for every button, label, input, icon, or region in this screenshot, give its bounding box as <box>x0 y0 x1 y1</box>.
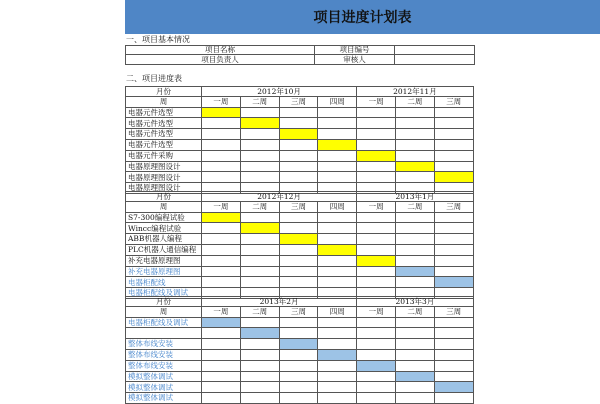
grid-cell <box>396 277 435 288</box>
grid-cell <box>396 256 435 267</box>
grid-cell <box>357 223 396 234</box>
grid-cell <box>202 172 241 183</box>
grid-cell <box>435 361 474 372</box>
grid-cell <box>202 151 241 162</box>
grid-cell <box>280 108 319 119</box>
schedule-bar <box>280 129 319 140</box>
grid-cell <box>357 350 396 361</box>
grid-cell <box>318 129 357 140</box>
task-name: Wincc编程试验 <box>125 223 202 234</box>
task-name: PLC机器人通信编程 <box>125 245 202 256</box>
week-label: 周 <box>125 307 202 318</box>
grid-cell <box>280 382 319 393</box>
week-header: 三周 <box>435 97 474 108</box>
reviewer-label: 审核人 <box>315 55 395 65</box>
grid-cell <box>318 372 357 383</box>
grid-cell <box>435 350 474 361</box>
week-header: 二周 <box>396 307 435 318</box>
week-header: 二周 <box>241 307 280 318</box>
grid-cell <box>396 339 435 350</box>
grid-cell <box>280 277 319 288</box>
grid-cell <box>318 318 357 329</box>
schedule-bar <box>318 245 357 256</box>
month-label: 月份 <box>125 191 202 202</box>
grid-cell <box>435 140 474 151</box>
grid-cell <box>396 140 435 151</box>
grid-cell <box>280 245 319 256</box>
grid-cell <box>396 108 435 119</box>
week-header: 三周 <box>435 202 474 213</box>
grid-cell <box>396 151 435 162</box>
grid-cell <box>357 267 396 278</box>
grid-cell <box>318 172 357 183</box>
grid-cell <box>435 328 474 339</box>
grid-cell <box>396 382 435 393</box>
grid-cell <box>357 162 396 173</box>
grid-cell <box>357 382 396 393</box>
grid-cell <box>357 234 396 245</box>
grid-cell <box>202 393 241 404</box>
grid-cell <box>318 328 357 339</box>
schedule-bar <box>202 108 241 119</box>
grid-cell <box>357 277 396 288</box>
grid-cell <box>357 129 396 140</box>
week-header: 一周 <box>357 97 396 108</box>
schedule-bar <box>318 140 357 151</box>
month-header: 2012年12月 <box>202 191 357 202</box>
grid-cell <box>396 245 435 256</box>
week-header: 二周 <box>396 202 435 213</box>
grid-cell <box>396 118 435 129</box>
schedule-bar <box>202 318 241 329</box>
grid-cell <box>396 172 435 183</box>
project-name-label: 项目名称 <box>125 45 315 55</box>
schedule-bar <box>357 151 396 162</box>
grid-cell <box>280 162 319 173</box>
grid-cell <box>202 361 241 372</box>
schedule-bar <box>280 339 319 350</box>
schedule-bar <box>435 277 474 288</box>
grid-cell <box>280 318 319 329</box>
grid-cell <box>435 108 474 119</box>
grid-cell <box>202 277 241 288</box>
month-header: 2012年11月 <box>357 86 473 97</box>
project-lead-label: 项目负责人 <box>125 55 315 65</box>
grid-cell <box>280 361 319 372</box>
week-header: 三周 <box>280 202 319 213</box>
grid-cell <box>435 256 474 267</box>
grid-cell <box>357 393 396 404</box>
month-header: 2013年2月 <box>202 296 357 307</box>
grid-cell <box>318 339 357 350</box>
grid-cell <box>202 162 241 173</box>
week-label: 周 <box>125 97 202 108</box>
grid-cell <box>241 256 280 267</box>
grid-cell <box>396 350 435 361</box>
task-name: 电器元件选型 <box>125 108 202 119</box>
grid-cell <box>357 339 396 350</box>
grid-cell <box>280 151 319 162</box>
week-header: 四周 <box>318 307 357 318</box>
task-name: 整体布线安装 <box>125 350 202 361</box>
grid-cell <box>280 118 319 129</box>
grid-cell <box>280 223 319 234</box>
grid-cell <box>435 162 474 173</box>
grid-cell <box>318 108 357 119</box>
grid-cell <box>280 172 319 183</box>
schedule-bar <box>435 382 474 393</box>
schedule-bar <box>396 267 435 278</box>
week-header: 一周 <box>202 97 241 108</box>
grid-cell <box>318 213 357 224</box>
schedule-bar <box>241 223 280 234</box>
grid-cell <box>241 339 280 350</box>
schedule-bar <box>202 213 241 224</box>
grid-cell <box>435 393 474 404</box>
grid-cell <box>241 382 280 393</box>
grid-cell <box>202 129 241 140</box>
grid-cell <box>241 162 280 173</box>
week-header: 二周 <box>396 97 435 108</box>
week-header: 二周 <box>241 202 280 213</box>
task-name: 补充电器原理图 <box>125 256 202 267</box>
grid-cell <box>318 393 357 404</box>
grid-cell <box>280 372 319 383</box>
grid-cell <box>357 172 396 183</box>
grid-cell <box>241 245 280 256</box>
week-header: 三周 <box>435 307 474 318</box>
task-name: 整体布线安装 <box>125 361 202 372</box>
schedule-bar <box>357 256 396 267</box>
grid-cell <box>396 129 435 140</box>
grid-cell <box>435 118 474 129</box>
grid-cell <box>280 267 319 278</box>
grid-cell <box>318 151 357 162</box>
week-header: 四周 <box>318 202 357 213</box>
schedule-bar <box>241 118 280 129</box>
task-name: 电器元件选型 <box>125 140 202 151</box>
grid-cell <box>357 140 396 151</box>
month-label: 月份 <box>125 86 202 97</box>
grid-cell <box>202 328 241 339</box>
grid-cell <box>357 245 396 256</box>
grid-cell <box>202 350 241 361</box>
grid-cell <box>435 372 474 383</box>
grid-cell <box>435 129 474 140</box>
task-name: ABB机器人编程 <box>125 234 202 245</box>
task-name: 模拟整体调试 <box>125 393 202 404</box>
grid-cell <box>357 118 396 129</box>
task-name: 电器元件选型 <box>125 118 202 129</box>
schedule-bar <box>357 361 396 372</box>
grid-cell <box>396 223 435 234</box>
grid-cell <box>435 223 474 234</box>
task-name: 电器柜配线及调试 <box>125 288 202 299</box>
grid-cell <box>241 140 280 151</box>
grid-cell <box>241 172 280 183</box>
grid-cell <box>241 129 280 140</box>
grid-cell <box>202 245 241 256</box>
grid-cell <box>241 350 280 361</box>
grid-cell <box>241 234 280 245</box>
grid-cell <box>318 361 357 372</box>
task-name <box>125 328 202 339</box>
task-name: 电器柜配线及调试 <box>125 318 202 329</box>
grid-cell <box>202 267 241 278</box>
grid-cell <box>280 350 319 361</box>
task-name: 模拟整体调试 <box>125 382 202 393</box>
grid-cell <box>202 339 241 350</box>
week-header: 三周 <box>280 97 319 108</box>
task-name: 电器元件选型 <box>125 129 202 140</box>
week-header: 一周 <box>202 307 241 318</box>
grid-cell <box>280 393 319 404</box>
grid-cell <box>357 213 396 224</box>
grid-cell <box>241 108 280 119</box>
grid-cell <box>202 256 241 267</box>
grid-cell <box>318 277 357 288</box>
section-1-heading: 一、项目基本情况 <box>126 35 190 44</box>
grid-cell <box>280 213 319 224</box>
schedule-bar <box>241 328 280 339</box>
page-title: 项目进度计划表 <box>125 0 600 34</box>
grid-cell <box>435 339 474 350</box>
grid-cell <box>241 372 280 383</box>
grid-cell <box>280 140 319 151</box>
grid-cell <box>396 213 435 224</box>
grid-cell <box>318 256 357 267</box>
grid-cell <box>435 318 474 329</box>
week-label: 周 <box>125 202 202 213</box>
grid-cell <box>396 361 435 372</box>
grid-cell <box>435 245 474 256</box>
task-name: 补充电器原理图 <box>125 267 202 278</box>
task-name: 整体布线安装 <box>125 339 202 350</box>
section-2-heading: 二、项目进度表 <box>126 74 182 83</box>
grid-cell <box>202 223 241 234</box>
schedule-bar <box>396 162 435 173</box>
grid-cell <box>396 393 435 404</box>
week-header: 一周 <box>357 307 396 318</box>
grid-cell <box>357 372 396 383</box>
grid-cell <box>318 162 357 173</box>
week-header: 二周 <box>241 97 280 108</box>
grid-cell <box>435 267 474 278</box>
week-header: 一周 <box>202 202 241 213</box>
grid-cell <box>202 118 241 129</box>
task-name: S7-300编程试验 <box>125 213 202 224</box>
grid-cell <box>280 256 319 267</box>
reviewer-value <box>395 55 475 65</box>
grid-cell <box>202 234 241 245</box>
month-header: 2012年10月 <box>202 86 357 97</box>
month-label: 月份 <box>125 296 202 307</box>
week-header: 四周 <box>318 97 357 108</box>
schedule-bar <box>280 234 319 245</box>
project-no-label: 项目编号 <box>315 45 395 55</box>
schedule-bar <box>318 350 357 361</box>
grid-cell <box>318 234 357 245</box>
task-name: 电器原理图设计 <box>125 172 202 183</box>
week-header: 一周 <box>357 202 396 213</box>
grid-cell <box>241 151 280 162</box>
grid-cell <box>396 234 435 245</box>
grid-cell <box>357 108 396 119</box>
grid-cell <box>318 382 357 393</box>
project-no-value <box>395 45 475 55</box>
month-header: 2013年1月 <box>357 191 473 202</box>
grid-cell <box>396 318 435 329</box>
grid-cell <box>202 372 241 383</box>
grid-cell <box>241 393 280 404</box>
grid-cell <box>318 118 357 129</box>
grid-cell <box>202 140 241 151</box>
week-header: 三周 <box>280 307 319 318</box>
grid-cell <box>241 318 280 329</box>
grid-cell <box>396 328 435 339</box>
task-name: 电器原理图设计 <box>125 162 202 173</box>
task-name: 电器元件采购 <box>125 151 202 162</box>
grid-cell <box>357 318 396 329</box>
grid-cell <box>435 151 474 162</box>
grid-cell <box>318 267 357 278</box>
schedule-bar <box>396 372 435 383</box>
task-name: 电器原理图设计 <box>125 183 202 194</box>
schedule-bar <box>435 172 474 183</box>
grid-cell <box>241 277 280 288</box>
grid-cell <box>241 213 280 224</box>
grid-cell <box>241 267 280 278</box>
grid-cell <box>280 328 319 339</box>
grid-cell <box>435 213 474 224</box>
task-name: 模拟整体调试 <box>125 372 202 383</box>
grid-cell <box>241 361 280 372</box>
grid-cell <box>435 234 474 245</box>
grid-cell <box>202 382 241 393</box>
grid-cell <box>318 223 357 234</box>
month-header: 2013年3月 <box>357 296 473 307</box>
task-name: 电器柜配线 <box>125 277 202 288</box>
grid-cell <box>357 328 396 339</box>
